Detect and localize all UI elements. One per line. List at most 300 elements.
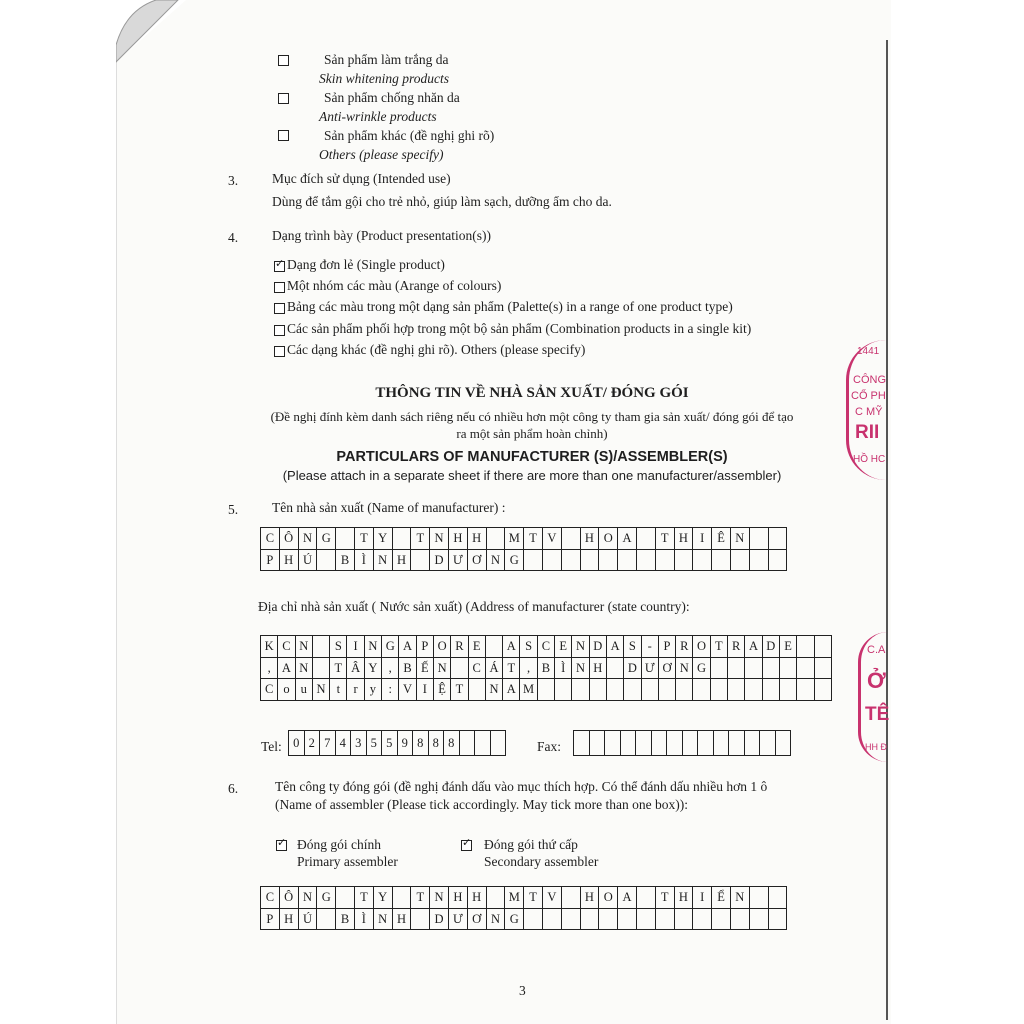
grid-cell[interactable]: B: [537, 657, 554, 679]
product-type-en: Skin whitening products: [319, 71, 449, 86]
presentation-option-label: Các dạng khác (đề nghị ghi rõ). Others (please specify): [287, 342, 586, 357]
grid-cell[interactable]: T: [451, 679, 468, 701]
presentation-option-label: Các sản phẩm phối hợp trong một bộ sản phẩm (Combination products in a single kit): [287, 321, 752, 336]
grid-cell[interactable]: u: [295, 679, 312, 701]
grid-cell[interactable]: G: [693, 657, 710, 679]
company-stamp-top: 1441 CÔNG CỔ PH C MỸ RII HỒ HC: [846, 340, 889, 480]
grid-cell[interactable]: N: [373, 549, 392, 571]
grid-cell[interactable]: r: [347, 679, 364, 701]
grid-cell[interactable]: [712, 549, 731, 571]
assembler-label-vi: Tên công ty đóng gói (đề nghị đánh dấu vào mục thích hợp. Có thể đánh dấu nhiều hơn 1 ô: [275, 779, 768, 794]
grid-cell[interactable]: H: [279, 908, 298, 930]
grid-cell[interactable]: D: [762, 636, 779, 658]
tel-digit-cell[interactable]: [490, 731, 506, 756]
grid-cell[interactable]: [589, 679, 606, 701]
grid-cell[interactable]: [572, 679, 589, 701]
grid-cell[interactable]: [636, 908, 655, 930]
tel-digit-cell[interactable]: 4: [335, 731, 351, 756]
grid-cell[interactable]: Y: [364, 657, 381, 679]
grid-cell[interactable]: Y: [373, 528, 392, 550]
note-vi-2: ra một sản phẩm hoàn chỉnh): [456, 426, 608, 441]
grid-cell[interactable]: R: [728, 636, 745, 658]
page-edge-line: [886, 40, 888, 1020]
tel-digit-cell[interactable]: 2: [304, 731, 320, 756]
grid-cell[interactable]: V: [399, 679, 416, 701]
primary-assembler-en: Primary assembler: [297, 854, 398, 869]
secondary-assembler-vi: Đóng gói thứ cấp: [484, 837, 578, 852]
grid-cell[interactable]: H: [674, 887, 693, 909]
grid-cell[interactable]: N: [298, 528, 317, 550]
grid-cell[interactable]: [561, 528, 580, 550]
grid-row: [289, 731, 506, 756]
grid-cell[interactable]: I: [347, 636, 364, 658]
fax-digit-cell[interactable]: [682, 731, 698, 756]
grid-cell[interactable]: Ư: [448, 908, 467, 930]
secondary-assembler-en: Secondary assembler: [484, 854, 599, 869]
assembler-name-grid[interactable]: [260, 886, 787, 930]
grid-cell[interactable]: R: [451, 636, 468, 658]
grid-cell[interactable]: T: [655, 887, 674, 909]
grid-cell[interactable]: M: [520, 679, 537, 701]
grid-cell[interactable]: H: [279, 549, 298, 571]
grid-cell[interactable]: C: [261, 528, 280, 550]
tel-digit-cell[interactable]: 3: [351, 731, 367, 756]
grid-cell[interactable]: [468, 679, 485, 701]
grid-cell[interactable]: [317, 549, 336, 571]
grid-cell[interactable]: [485, 636, 502, 658]
grid-cell[interactable]: Ơ: [467, 549, 486, 571]
grid-cell[interactable]: [655, 908, 674, 930]
grid-cell[interactable]: Ệ: [433, 679, 450, 701]
grid-cell[interactable]: [797, 679, 814, 701]
grid-cell[interactable]: [411, 549, 430, 571]
grid-cell[interactable]: A: [618, 887, 637, 909]
grid-cell[interactable]: [636, 528, 655, 550]
scan-margin: [0, 0, 116, 1024]
product-type-vi: Sản phẩm làm trắng da: [324, 52, 449, 67]
grid-cell[interactable]: Ú: [298, 549, 317, 571]
presentation-checkbox[interactable]: [274, 346, 285, 357]
presentation-checkbox[interactable]: [274, 282, 285, 293]
grid-cell[interactable]: Ể: [712, 887, 731, 909]
grid-cell[interactable]: I: [693, 528, 712, 550]
fax-digit-cell[interactable]: [605, 731, 621, 756]
grid-cell[interactable]: P: [416, 636, 433, 658]
grid-cell[interactable]: I: [416, 679, 433, 701]
section-number: 6.: [228, 781, 239, 796]
grid-cell[interactable]: H: [467, 887, 486, 909]
grid-cell[interactable]: [618, 908, 637, 930]
product-type-en: Others (please specify): [319, 147, 444, 162]
grid-cell[interactable]: [814, 636, 831, 658]
fax-digit-cell[interactable]: [667, 731, 683, 756]
grid-cell[interactable]: C: [261, 887, 280, 909]
grid-cell[interactable]: [392, 887, 411, 909]
grid-cell[interactable]: [624, 679, 641, 701]
fax-digit-cell[interactable]: [744, 731, 760, 756]
grid-cell[interactable]: [636, 549, 655, 571]
grid-cell[interactable]: N: [730, 528, 749, 550]
grid-cell[interactable]: C: [468, 657, 485, 679]
grid-cell[interactable]: [693, 679, 710, 701]
grid-cell[interactable]: A: [618, 528, 637, 550]
grid-cell[interactable]: H: [580, 528, 599, 550]
grid-cell[interactable]: H: [448, 528, 467, 550]
grid-cell[interactable]: [728, 657, 745, 679]
fax-digit-cell[interactable]: [589, 731, 605, 756]
tel-digit-cell[interactable]: [459, 731, 475, 756]
grid-cell[interactable]: Y: [373, 887, 392, 909]
fax-digit-cell[interactable]: [713, 731, 729, 756]
section-number: 3.: [228, 173, 239, 188]
tel-digit-cell[interactable]: 8: [444, 731, 460, 756]
grid-cell[interactable]: Ô: [279, 887, 298, 909]
grid-cell[interactable]: S: [330, 636, 347, 658]
grid-cell[interactable]: Ô: [279, 528, 298, 550]
grid-cell[interactable]: B: [399, 657, 416, 679]
section-title-en: PARTICULARS OF MANUFACTURER (S)/ASSEMBLER(S): [336, 449, 728, 465]
grid-cell[interactable]: N: [295, 636, 312, 658]
grid-cell[interactable]: [712, 908, 731, 930]
grid-cell[interactable]: [762, 657, 779, 679]
tel-digit-cell[interactable]: 5: [382, 731, 398, 756]
grid-cell[interactable]: T: [354, 528, 373, 550]
grid-cell[interactable]: [745, 679, 762, 701]
grid-cell[interactable]: [618, 549, 637, 571]
presentation-checkbox[interactable]: [274, 261, 285, 272]
grid-cell[interactable]: E: [555, 636, 572, 658]
grid-cell[interactable]: K: [261, 636, 278, 658]
grid-cell[interactable]: Ế: [416, 657, 433, 679]
grid-cell[interactable]: H: [674, 528, 693, 550]
grid-cell[interactable]: I: [693, 887, 712, 909]
product-type-vi: Sản phẩm chống nhăn da: [324, 90, 460, 105]
grid-cell[interactable]: [710, 657, 727, 679]
tel-digit-cell[interactable]: 8: [413, 731, 429, 756]
grid-cell[interactable]: [606, 657, 623, 679]
tel-digit-cell[interactable]: 7: [320, 731, 336, 756]
grid-cell[interactable]: T: [524, 887, 543, 909]
grid-cell[interactable]: Ơ: [658, 657, 675, 679]
grid-cell[interactable]: P: [658, 636, 675, 658]
grid-cell[interactable]: [312, 657, 329, 679]
grid-cell[interactable]: [674, 549, 693, 571]
fax-digit-cell[interactable]: [698, 731, 714, 756]
grid-cell[interactable]: N: [433, 657, 450, 679]
grid-row: [261, 908, 787, 930]
grid-row: [261, 549, 787, 571]
presentation-checkbox[interactable]: [274, 325, 285, 336]
section-number: 4.: [228, 230, 239, 245]
grid-cell[interactable]: [749, 528, 768, 550]
grid-cell[interactable]: C: [278, 636, 295, 658]
grid-cell[interactable]: P: [261, 908, 280, 930]
grid-cell[interactable]: [636, 887, 655, 909]
grid-cell[interactable]: N: [430, 887, 449, 909]
grid-cell[interactable]: [542, 549, 561, 571]
grid-cell[interactable]: T: [710, 636, 727, 658]
grid-cell[interactable]: T: [503, 657, 520, 679]
grid-cell[interactable]: [693, 549, 712, 571]
grid-cell[interactable]: [641, 679, 658, 701]
grid-cell[interactable]: N: [730, 887, 749, 909]
grid-cell[interactable]: [797, 636, 814, 658]
grid-cell[interactable]: ,: [261, 657, 278, 679]
grid-cell[interactable]: [555, 679, 572, 701]
grid-cell[interactable]: C: [537, 636, 554, 658]
grid-cell[interactable]: A: [503, 679, 520, 701]
note-vi-1: (Đề nghị đính kèm danh sách riêng nếu có nhiều hơn một công ty tham gia sản xuất/ đóng gói để tạo: [270, 409, 794, 424]
grid-cell[interactable]: A: [278, 657, 295, 679]
grid-cell[interactable]: H: [448, 887, 467, 909]
grid-cell[interactable]: H: [392, 549, 411, 571]
grid-cell[interactable]: [542, 908, 561, 930]
grid-cell[interactable]: t: [330, 679, 347, 701]
grid-cell[interactable]: R: [676, 636, 693, 658]
grid-cell[interactable]: A: [606, 636, 623, 658]
grid-cell[interactable]: [728, 679, 745, 701]
grid-cell[interactable]: [451, 657, 468, 679]
grid-cell[interactable]: H: [589, 657, 606, 679]
grid-cell[interactable]: [599, 908, 618, 930]
grid-cell[interactable]: M: [505, 887, 524, 909]
grid-cell[interactable]: N: [373, 908, 392, 930]
company-stamp-bottom: C.A Ở TÊ HH Đ: [858, 632, 889, 762]
grid-cell[interactable]: -: [641, 636, 658, 658]
grid-cell[interactable]: [768, 549, 787, 571]
presentation-label: Dạng trình bày (Product presentation(s)): [272, 228, 491, 243]
fax-digit-cell[interactable]: [760, 731, 776, 756]
presentation-checkbox[interactable]: [274, 303, 285, 314]
grid-cell[interactable]: E: [468, 636, 485, 658]
note-en: (Please attach in a separate sheet if there are more than one manufacturer/assembler): [282, 468, 782, 483]
grid-cell[interactable]: N: [312, 679, 329, 701]
grid-cell[interactable]: T: [354, 887, 373, 909]
grid-cell[interactable]: E: [779, 636, 796, 658]
grid-row: [261, 679, 832, 701]
tel-digit-cell[interactable]: 5: [366, 731, 382, 756]
grid-cell[interactable]: [580, 908, 599, 930]
grid-cell[interactable]: D: [624, 657, 641, 679]
fax-digit-cell[interactable]: [636, 731, 652, 756]
grid-cell[interactable]: G: [505, 549, 524, 571]
grid-cell[interactable]: Â: [347, 657, 364, 679]
grid-cell[interactable]: [524, 549, 543, 571]
grid-cell[interactable]: S: [624, 636, 641, 658]
grid-cell[interactable]: [768, 887, 787, 909]
grid-cell[interactable]: [797, 657, 814, 679]
manufacturer-name-grid[interactable]: [260, 527, 787, 571]
grid-cell[interactable]: T: [524, 528, 543, 550]
grid-cell[interactable]: N: [572, 657, 589, 679]
grid-cell[interactable]: [730, 549, 749, 571]
grid-cell[interactable]: A: [399, 636, 416, 658]
grid-cell[interactable]: D: [430, 908, 449, 930]
grid-cell[interactable]: [768, 908, 787, 930]
intended-use-value: Dùng để tắm gội cho trẻ nhỏ, giúp làm sạch, dưỡng ẩm cho da.: [272, 194, 612, 209]
grid-cell[interactable]: [537, 679, 554, 701]
section-title-vi: THÔNG TIN VỀ NHÀ SẢN XUẤT/ ĐÓNG GÓI: [375, 385, 689, 401]
grid-cell[interactable]: O: [599, 528, 618, 550]
tel-field[interactable]: [288, 730, 506, 756]
grid-cell[interactable]: [779, 657, 796, 679]
assembler-label-en: (Name of assembler (Please tick accordingly. May tick more than one box)):: [275, 797, 688, 812]
grid-cell[interactable]: B: [336, 549, 355, 571]
grid-cell[interactable]: S: [520, 636, 537, 658]
grid-cell[interactable]: [814, 679, 831, 701]
grid-cell[interactable]: N: [486, 549, 505, 571]
product-type-en: Anti-wrinkle products: [319, 109, 437, 124]
tel-digit-cell[interactable]: 8: [428, 731, 444, 756]
grid-cell[interactable]: Ì: [555, 657, 572, 679]
grid-cell[interactable]: [486, 887, 505, 909]
grid-cell[interactable]: N: [295, 657, 312, 679]
primary-assembler-vi: Đóng gói chính: [297, 837, 381, 852]
grid-cell[interactable]: M: [505, 528, 524, 550]
fax-digit-cell[interactable]: [574, 731, 590, 756]
grid-cell[interactable]: O: [433, 636, 450, 658]
grid-cell[interactable]: [524, 908, 543, 930]
grid-cell[interactable]: [317, 908, 336, 930]
grid-cell[interactable]: [749, 549, 768, 571]
grid-cell[interactable]: [561, 887, 580, 909]
grid-cell[interactable]: N: [572, 636, 589, 658]
grid-cell[interactable]: O: [599, 887, 618, 909]
grid-cell[interactable]: [676, 679, 693, 701]
grid-cell[interactable]: [779, 679, 796, 701]
checkbox-secondary-assembler[interactable]: [461, 840, 472, 851]
grid-cell[interactable]: C: [261, 679, 278, 701]
presentation-option-label: Bảng các màu trong một dạng sản phẩm (Palette(s) in a range of one product type): [287, 299, 733, 314]
grid-cell[interactable]: [710, 679, 727, 701]
manufacturer-address-label: Địa chỉ nhà sản xuất ( Nước sản xuất) (Address of manufacturer (state country):: [258, 599, 690, 614]
grid-cell[interactable]: [745, 657, 762, 679]
grid-cell[interactable]: N: [486, 908, 505, 930]
manufacturer-address-grid[interactable]: [260, 635, 832, 701]
grid-cell[interactable]: H: [392, 908, 411, 930]
grid-cell[interactable]: Ơ: [467, 908, 486, 930]
fax-label: Fax:: [537, 739, 562, 754]
grid-cell[interactable]: N: [430, 528, 449, 550]
grid-cell[interactable]: Ư: [641, 657, 658, 679]
grid-cell[interactable]: Ú: [298, 908, 317, 930]
grid-cell[interactable]: T: [411, 887, 430, 909]
checkbox-anti-wrinkle[interactable]: [278, 93, 289, 104]
tel-digit-cell[interactable]: 9: [397, 731, 413, 756]
grid-cell[interactable]: [749, 887, 768, 909]
grid-cell[interactable]: N: [364, 636, 381, 658]
grid-cell[interactable]: [336, 887, 355, 909]
grid-cell[interactable]: :: [382, 679, 399, 701]
grid-cell[interactable]: [561, 908, 580, 930]
grid-cell[interactable]: G: [317, 887, 336, 909]
grid-cell[interactable]: T: [411, 528, 430, 550]
grid-cell[interactable]: [730, 908, 749, 930]
tel-label: Tel:: [261, 739, 282, 754]
grid-cell[interactable]: N: [676, 657, 693, 679]
grid-cell[interactable]: Ì: [354, 549, 373, 571]
grid-cell[interactable]: [312, 636, 329, 658]
grid-cell[interactable]: Ì: [354, 908, 373, 930]
grid-cell[interactable]: Ê: [712, 528, 731, 550]
page-curl-corner: [116, 0, 186, 70]
checkbox-others[interactable]: [278, 130, 289, 141]
grid-cell[interactable]: [561, 549, 580, 571]
grid-cell[interactable]: Ư: [448, 549, 467, 571]
grid-row: [261, 657, 832, 679]
checkbox-skin-whitening[interactable]: [278, 55, 289, 66]
grid-cell[interactable]: [655, 549, 674, 571]
grid-cell[interactable]: G: [317, 528, 336, 550]
grid-cell[interactable]: ,: [520, 657, 537, 679]
grid-cell[interactable]: T: [655, 528, 674, 550]
tel-digit-cell[interactable]: 0: [289, 731, 305, 756]
presentation-option-label: Một nhóm các màu (Arange of colours): [287, 278, 502, 293]
grid-row: [574, 731, 791, 756]
tel-digit-cell[interactable]: [475, 731, 491, 756]
fax-digit-cell[interactable]: [775, 731, 791, 756]
grid-cell[interactable]: G: [382, 636, 399, 658]
grid-cell[interactable]: [693, 908, 712, 930]
grid-cell[interactable]: V: [542, 528, 561, 550]
grid-cell[interactable]: [814, 657, 831, 679]
page-number: 3: [519, 983, 526, 998]
section-number: 5.: [228, 502, 239, 517]
grid-cell[interactable]: N: [298, 887, 317, 909]
grid-cell[interactable]: N: [485, 679, 502, 701]
presentation-option-label: Dạng đơn lẻ (Single product): [287, 257, 445, 272]
grid-cell[interactable]: [674, 908, 693, 930]
grid-cell[interactable]: O: [693, 636, 710, 658]
intended-use-label: Mục đích sử dụng (Intended use): [272, 171, 451, 186]
grid-cell[interactable]: P: [261, 549, 280, 571]
grid-cell[interactable]: Á: [485, 657, 502, 679]
grid-cell[interactable]: B: [336, 908, 355, 930]
grid-cell[interactable]: H: [467, 528, 486, 550]
fax-field[interactable]: [573, 730, 791, 756]
grid-row: [261, 887, 787, 909]
grid-cell[interactable]: y: [364, 679, 381, 701]
grid-cell[interactable]: D: [589, 636, 606, 658]
grid-cell[interactable]: T: [330, 657, 347, 679]
grid-cell[interactable]: [411, 908, 430, 930]
checkbox-primary-assembler[interactable]: [276, 840, 287, 851]
grid-cell[interactable]: [392, 528, 411, 550]
grid-row: [261, 528, 787, 550]
grid-cell[interactable]: ,: [382, 657, 399, 679]
grid-cell[interactable]: A: [745, 636, 762, 658]
grid-cell[interactable]: [762, 679, 779, 701]
grid-cell[interactable]: [749, 908, 768, 930]
grid-cell[interactable]: o: [278, 679, 295, 701]
grid-row: [261, 636, 832, 658]
grid-cell[interactable]: [486, 528, 505, 550]
fax-digit-cell[interactable]: [651, 731, 667, 756]
grid-cell[interactable]: [580, 549, 599, 571]
grid-cell[interactable]: H: [580, 887, 599, 909]
grid-cell[interactable]: [599, 549, 618, 571]
grid-cell[interactable]: [658, 679, 675, 701]
fax-digit-cell[interactable]: [620, 731, 636, 756]
grid-cell[interactable]: [336, 528, 355, 550]
grid-cell[interactable]: D: [430, 549, 449, 571]
grid-cell[interactable]: V: [542, 887, 561, 909]
fax-digit-cell[interactable]: [729, 731, 745, 756]
grid-cell[interactable]: [606, 679, 623, 701]
grid-cell[interactable]: G: [505, 908, 524, 930]
grid-cell[interactable]: [768, 528, 787, 550]
grid-cell[interactable]: A: [503, 636, 520, 658]
